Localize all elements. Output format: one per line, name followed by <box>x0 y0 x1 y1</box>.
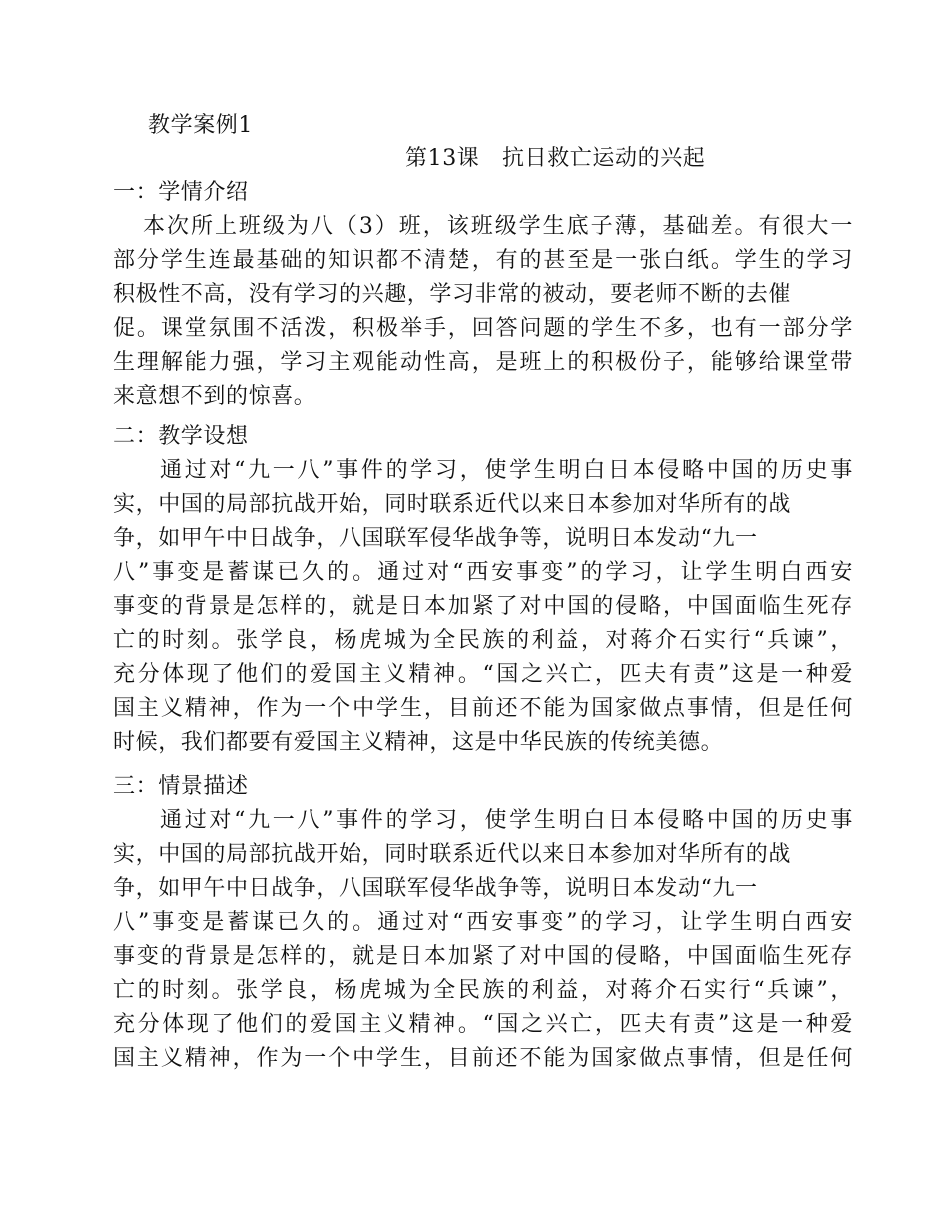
paragraph-line: 国主义精神，作为一个中学生，目前还不能为国家做点事情，但是任何 <box>113 696 853 721</box>
paragraph-line: 实，中国的局部抗战开始，同时联系近代以来日本参加对华所有的战 <box>113 492 792 517</box>
paragraph-line: 实，中国的局部抗战开始，同时联系近代以来日本参加对华所有的战 <box>113 842 792 867</box>
paragraph-line: 亡的时刻。张学良，杨虎城为全民族的利益，对蒋介石实行“兵谏”， <box>113 978 853 1003</box>
paragraph-line: 充分体现了他们的爱国主义精神。“国之兴亡，匹夫有责”这是一种爱 <box>113 1012 853 1037</box>
lesson-title: 第13课 抗日救亡运动的兴起 <box>405 146 706 171</box>
paragraph-line: 来意想不到的惊喜。 <box>113 384 317 409</box>
paragraph-line: 通过对“九一八”事件的学习，使学生明白日本侵略中国的历史事 <box>160 808 853 833</box>
paragraph-line: 事变的背景是怎样的，就是日本加紧了对中国的侵略，中国面临生死存 <box>113 944 853 969</box>
paragraph-line: 本次所上班级为八（3）班，该班级学生底子薄，基础差。有很大一 <box>143 214 853 239</box>
paragraph-line: 八”事变是蓄谋已久的。通过对“西安事变”的学习，让学生明白西安 <box>113 910 853 935</box>
paragraph-line: 事变的背景是怎样的，就是日本加紧了对中国的侵略，中国面临生死存 <box>113 594 853 619</box>
paragraph-line: 争，如甲午中日战争，八国联军侵华战争等，说明日本发动“九一 <box>113 876 758 901</box>
paragraph-line: 生理解能力强，学习主观能动性高，是班上的积极份子，能够给课堂带 <box>113 350 853 375</box>
paragraph-line: 时候，我们都要有爱国主义精神，这是中华民族的传统美德。 <box>113 730 724 755</box>
paragraph-line: 积极性不高，没有学习的兴趣，学习非常的被动，要老师不断的去催 <box>113 282 792 307</box>
case-label: 教学案例1 <box>148 113 253 138</box>
section-heading-3: 三：情景描述 <box>113 774 249 799</box>
section-heading-1: 一：学情介绍 <box>113 180 249 205</box>
paragraph-line: 充分体现了他们的爱国主义精神。“国之兴亡，匹夫有责”这是一种爱 <box>113 662 853 687</box>
paragraph-line: 八”事变是蓄谋已久的。通过对“西安事变”的学习，让学生明白西安 <box>113 560 853 585</box>
paragraph-line: 国主义精神，作为一个中学生，目前还不能为国家做点事情，但是任何 <box>113 1046 853 1071</box>
paragraph-line: 部分学生连最基础的知识都不清楚，有的甚至是一张白纸。学生的学习 <box>113 248 853 273</box>
paragraph-line: 促。课堂氛围不活泼，积极举手，回答问题的学生不多，也有一部分学 <box>113 316 853 341</box>
section-heading-2: 二：教学设想 <box>113 424 249 449</box>
paragraph-line: 争，如甲午中日战争，八国联军侵华战争等，说明日本发动“九一 <box>113 526 758 551</box>
paragraph-line: 亡的时刻。张学良，杨虎城为全民族的利益，对蒋介石实行“兵谏”， <box>113 628 853 653</box>
paragraph-line: 通过对“九一八”事件的学习，使学生明白日本侵略中国的历史事 <box>160 458 853 483</box>
